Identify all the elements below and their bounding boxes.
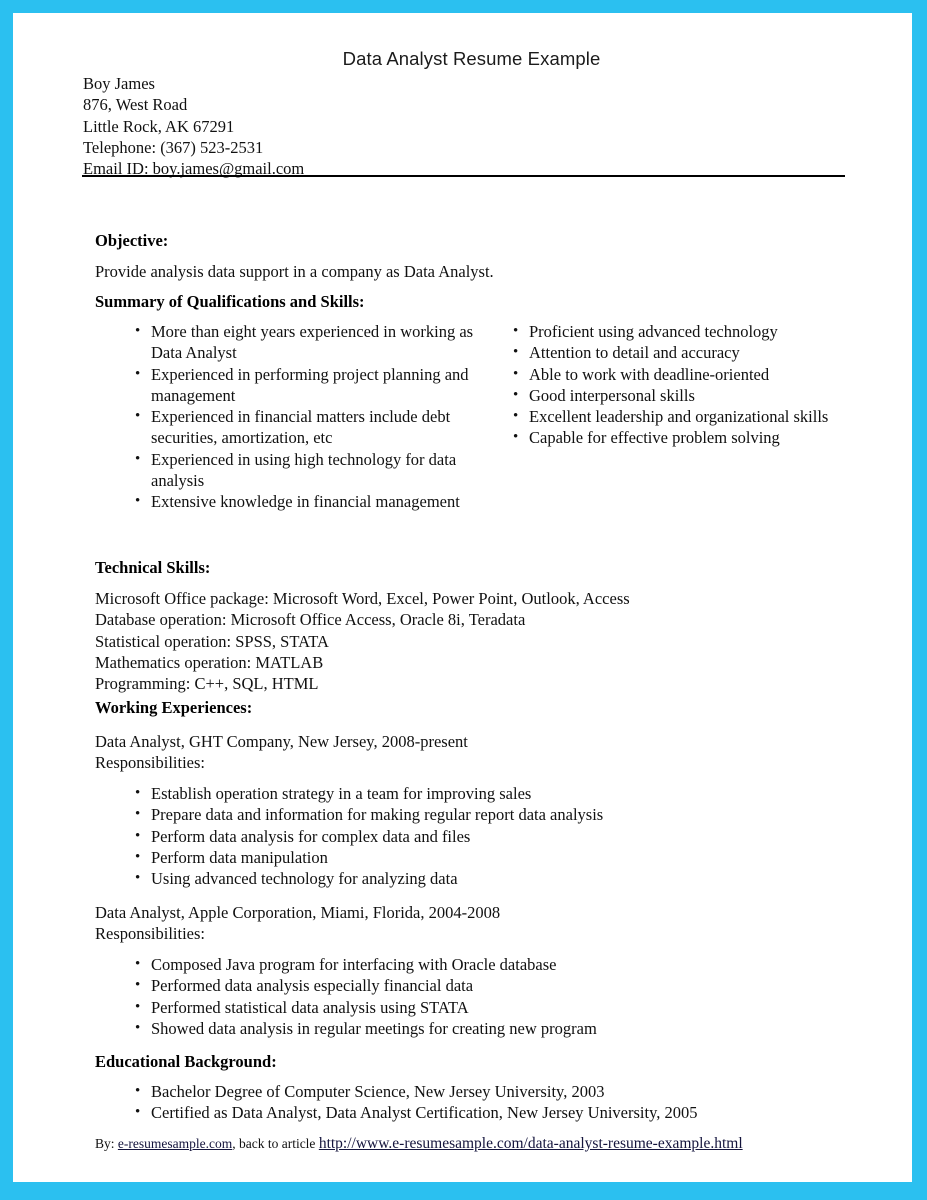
bullet-icon: •	[135, 870, 141, 887]
job-title-line: Data Analyst, GHT Company, New Jersey, 2008-present	[95, 732, 468, 751]
bullet-icon: •	[135, 365, 141, 382]
list-item-label: Perform data analysis for complex data and files	[151, 826, 471, 846]
list-item-label: Good interpersonal skills	[529, 385, 695, 405]
list-item	[135, 975, 835, 996]
list-item	[135, 847, 835, 868]
footer-by-label: By:	[95, 1136, 115, 1151]
page-title: Data Analyst Resume Example	[342, 48, 601, 69]
list-item	[135, 491, 480, 512]
footer-middle-text: , back to article	[232, 1136, 316, 1151]
bullet-icon: •	[135, 1104, 141, 1121]
list-item-label: Performed statistical data analysis using STATA	[151, 997, 469, 1017]
list-item	[513, 385, 843, 406]
list-item	[513, 342, 843, 363]
technical-skills-heading: Technical Skills:	[95, 558, 211, 577]
bullet-icon: •	[135, 1019, 141, 1036]
list-item	[135, 804, 835, 825]
job-1-header	[95, 731, 835, 774]
skill-line: Programming: C++, SQL, HTML	[95, 674, 319, 694]
bullet-icon: •	[135, 450, 141, 467]
bullet-icon: •	[135, 323, 141, 339]
list-item-label: Able to work with deadline-oriented	[529, 364, 770, 384]
list-item-label: Composed Java program for interfacing with Oracle database	[151, 955, 557, 974]
bullet-icon: •	[135, 827, 141, 844]
job-2-list	[135, 954, 835, 1039]
bullet-icon: •	[135, 408, 141, 425]
header-divider	[82, 175, 845, 177]
list-item	[135, 1102, 835, 1123]
skill-line: Statistical operation: SPSS, STATA	[95, 631, 329, 651]
contact-city-state-zip: Little Rock, AK 67291	[83, 116, 235, 136]
contact-name: Boy James	[83, 74, 155, 93]
list-item	[513, 427, 843, 448]
list-item	[135, 783, 835, 804]
job-responsibilities-label: Responsibilities:	[95, 753, 206, 773]
list-item	[135, 826, 835, 847]
education-heading: Educational Background:	[95, 1052, 277, 1071]
list-item	[135, 406, 480, 449]
footer-credit	[95, 1134, 795, 1154]
bullet-icon: •	[513, 429, 519, 446]
skill-line: Microsoft Office package: Microsoft Word, Excel, Power Point, Outlook, Access	[95, 589, 630, 608]
summary-heading: Summary of Qualifications and Skills:	[95, 292, 365, 311]
list-item-label: More than eight years experienced in working as Data Analyst	[151, 322, 474, 363]
list-item-label: Perform data manipulation	[151, 847, 328, 867]
bullet-icon: •	[135, 806, 141, 823]
job-1-bullets	[135, 783, 835, 889]
list-item	[513, 406, 843, 427]
list-item-label: Bachelor Degree of Computer Science, New Jersey University, 2003	[151, 1082, 605, 1101]
list-item	[513, 364, 843, 385]
summary-left-list	[135, 321, 480, 513]
bullet-icon: •	[135, 977, 141, 994]
list-item-label: Using advanced technology for analyzing data	[151, 869, 458, 889]
skill-line: Mathematics operation: MATLAB	[95, 652, 324, 672]
list-item	[135, 1018, 835, 1039]
list-item-label: Capable for effective problem solving	[529, 428, 780, 448]
summary-left-column	[135, 321, 480, 513]
list-item-label: Extensive knowledge in financial management	[151, 492, 460, 512]
list-item	[135, 954, 835, 975]
list-item-label: Certified as Data Analyst, Data Analyst Certification, New Jersey University, 2005	[151, 1103, 698, 1123]
list-item-label: Experienced in using high technology for data analysis	[151, 449, 457, 491]
list-item-label: Experienced in performing project planning and management	[151, 364, 469, 405]
contact-block	[83, 73, 304, 179]
list-item	[135, 321, 480, 364]
skill-line: Database operation: Microsoft Office Access, Oracle 8i, Teradata	[95, 610, 526, 630]
working-experiences-heading: Working Experiences:	[95, 698, 253, 717]
list-item-label: Experienced in financial matters include debt securities, amortization, etc	[151, 407, 451, 448]
bullet-icon: •	[513, 386, 519, 403]
list-item-label: Prepare data and information for making regular report data analysis	[151, 805, 604, 825]
list-item-label: Performed data analysis especially financial data	[151, 976, 474, 996]
job-responsibilities-label: Responsibilities:	[95, 924, 206, 944]
bullet-icon: •	[135, 1083, 141, 1099]
list-item	[513, 321, 843, 342]
contact-telephone: Telephone: (367) 523-2531	[83, 137, 264, 157]
bullet-icon: •	[513, 365, 519, 382]
bullet-icon: •	[135, 998, 141, 1015]
list-item-label: Showed data analysis in regular meetings for creating new program	[151, 1018, 597, 1038]
contact-street: 876, West Road	[83, 95, 188, 115]
job-2-bullets	[135, 954, 835, 1039]
article-link[interactable]: http://www.e-resumesample.com/data-analyst-resume-example.html	[318, 1135, 743, 1152]
list-item-label: Attention to detail and accuracy	[529, 343, 740, 363]
bullet-icon: •	[135, 848, 141, 865]
bullet-icon: •	[135, 493, 141, 510]
list-item	[135, 997, 835, 1018]
list-item	[135, 449, 480, 492]
bullet-icon: •	[513, 344, 519, 361]
objective-text: Provide analysis data support in a company as Data Analyst.	[95, 262, 494, 281]
technical-skills-lines	[95, 588, 835, 694]
contact-email: Email ID: boy.james@gmail.com	[83, 159, 305, 179]
list-item	[135, 1081, 835, 1102]
list-item-label: Proficient using advanced technology	[529, 322, 778, 341]
bullet-icon: •	[513, 408, 519, 425]
bullet-icon: •	[135, 956, 141, 972]
summary-right-column	[513, 321, 843, 449]
education-bullets	[135, 1081, 835, 1124]
bullet-icon: •	[135, 785, 141, 801]
job-1-list	[135, 783, 835, 889]
summary-right-list	[513, 321, 843, 449]
list-item-label: Excellent leadership and organizational skills	[529, 407, 829, 427]
list-item	[135, 364, 480, 407]
site-link[interactable]: e-resumesample.com	[117, 1136, 233, 1151]
education-list	[135, 1081, 835, 1124]
resume-paper	[13, 13, 912, 1182]
bullet-icon: •	[513, 323, 519, 339]
job-title-line: Data Analyst, Apple Corporation, Miami, Florida, 2004-2008	[95, 903, 501, 922]
list-item	[135, 868, 835, 889]
objective-heading: Objective:	[95, 231, 169, 250]
list-item-label: Establish operation strategy in a team for improving sales	[151, 784, 532, 803]
job-2-header	[95, 902, 835, 945]
